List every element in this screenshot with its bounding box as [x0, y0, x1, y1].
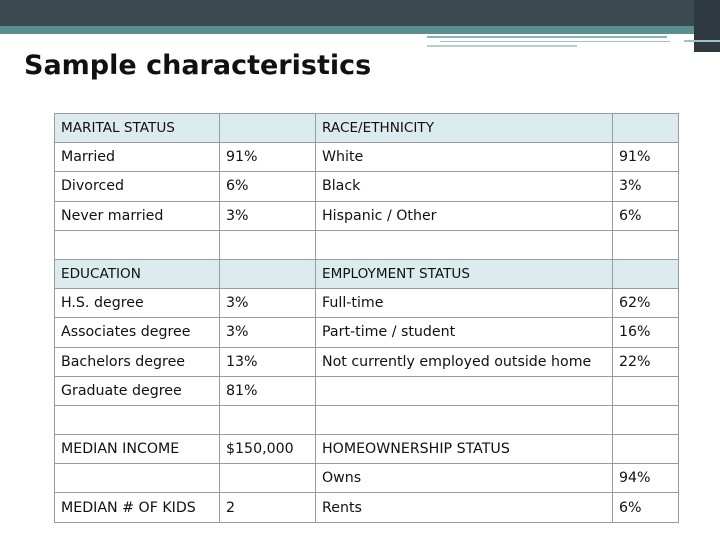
table-row	[55, 172, 679, 201]
table-row-blank	[55, 405, 679, 434]
blank-cell	[55, 405, 220, 434]
row-value: 3%	[220, 201, 316, 230]
row-value: 91%	[613, 143, 679, 172]
section-header-homeownership: HOMEOWNERSHIP STATUS	[316, 435, 613, 464]
section-header-marital: MARITAL STATUS	[55, 114, 220, 143]
row-label: Graduate degree	[55, 376, 220, 405]
row-label: Not currently employed outside home	[316, 347, 613, 376]
row-label: Hispanic / Other	[316, 201, 613, 230]
blank-cell	[220, 230, 316, 259]
row-label: Owns	[316, 464, 613, 493]
row-label: Part-time / student	[316, 318, 613, 347]
median-income-label: MEDIAN INCOME	[55, 435, 220, 464]
blank-cell	[613, 405, 679, 434]
row-value: 13%	[220, 347, 316, 376]
blank-cell	[55, 464, 220, 493]
top-banner-accent	[694, 0, 720, 52]
section-header-race: RACE/ETHNICITY	[316, 114, 613, 143]
table-row	[55, 347, 679, 376]
row-label: Black	[316, 172, 613, 201]
header-blank	[220, 114, 316, 143]
blank-cell	[55, 230, 220, 259]
median-kids-label: MEDIAN # OF KIDS	[55, 493, 220, 522]
blank-cell	[316, 376, 613, 405]
row-label: H.S. degree	[55, 289, 220, 318]
row-value: 3%	[613, 172, 679, 201]
table-row-blank	[55, 230, 679, 259]
blank-cell	[220, 464, 316, 493]
table-row	[55, 114, 679, 143]
row-value: 62%	[613, 289, 679, 318]
header-blank	[613, 114, 679, 143]
table-row	[55, 201, 679, 230]
blank-cell	[613, 230, 679, 259]
median-income-value: $150,000	[220, 435, 316, 464]
slide-title: Sample characteristics	[24, 50, 372, 81]
accent-stripe	[0, 26, 694, 34]
row-value: 22%	[613, 347, 679, 376]
row-label: White	[316, 143, 613, 172]
header-blank	[220, 259, 316, 288]
blank-cell	[220, 405, 316, 434]
row-value: 6%	[220, 172, 316, 201]
blank-cell	[316, 230, 613, 259]
decorative-line	[440, 41, 670, 42]
row-value: 6%	[613, 201, 679, 230]
table-row	[55, 259, 679, 288]
row-value: 3%	[220, 289, 316, 318]
table-row	[55, 289, 679, 318]
table-row	[55, 376, 679, 405]
characteristics-table	[54, 113, 679, 523]
row-label: Bachelors degree	[55, 347, 220, 376]
section-header-employment: EMPLOYMENT STATUS	[316, 259, 613, 288]
decorative-line	[427, 36, 667, 38]
table-row	[55, 318, 679, 347]
row-value: 81%	[220, 376, 316, 405]
section-header-education: EDUCATION	[55, 259, 220, 288]
row-value: 3%	[220, 318, 316, 347]
row-value: 16%	[613, 318, 679, 347]
row-value: 91%	[220, 143, 316, 172]
table-row	[55, 493, 679, 522]
row-label: Associates degree	[55, 318, 220, 347]
blank-cell	[613, 435, 679, 464]
row-label: Rents	[316, 493, 613, 522]
top-banner	[0, 0, 720, 26]
median-kids-value: 2	[220, 493, 316, 522]
blank-cell	[613, 376, 679, 405]
row-value: 6%	[613, 493, 679, 522]
header-blank	[613, 259, 679, 288]
table-row	[55, 464, 679, 493]
row-label: Divorced	[55, 172, 220, 201]
table-row	[55, 435, 679, 464]
blank-cell	[316, 405, 613, 434]
row-label: Married	[55, 143, 220, 172]
decorative-line	[684, 40, 720, 42]
row-label: Never married	[55, 201, 220, 230]
row-label: Full-time	[316, 289, 613, 318]
decorative-line	[427, 45, 577, 47]
table-row	[55, 143, 679, 172]
row-value: 94%	[613, 464, 679, 493]
